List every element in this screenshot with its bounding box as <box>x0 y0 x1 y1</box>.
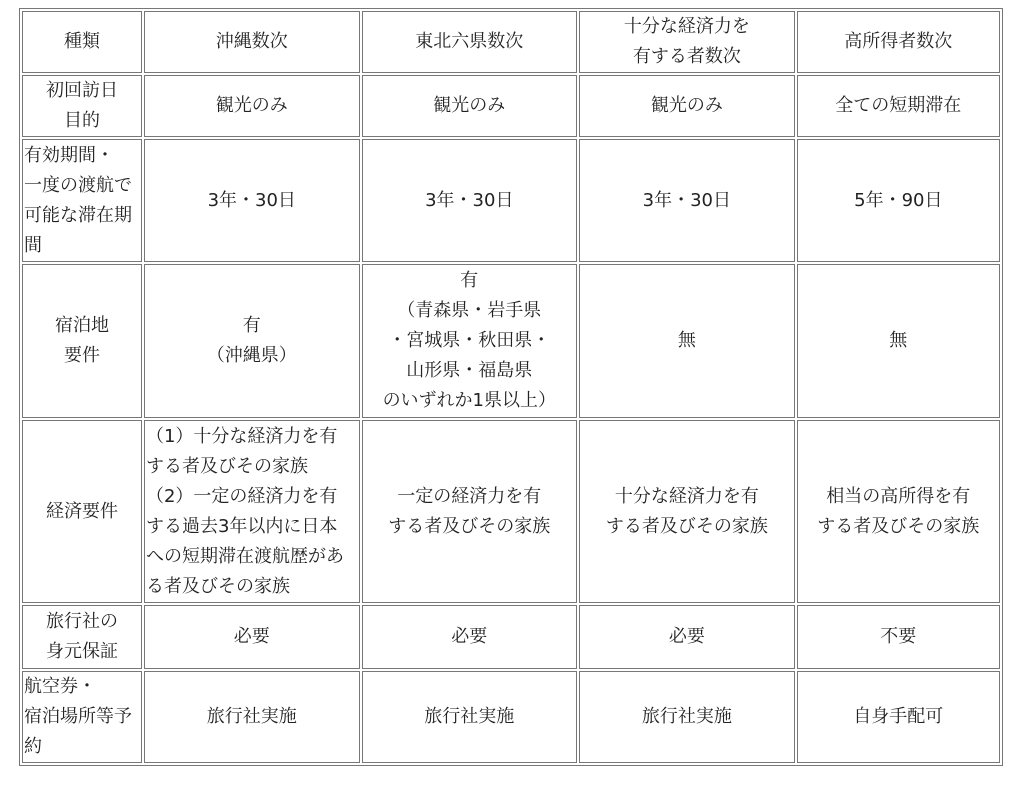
cell-guarantee-high-income: 不要 <box>797 605 1000 669</box>
table-row-validity <box>22 139 1000 262</box>
cell-economic-sufficient-means: 十分な経済力を有 する者及びその家族 <box>579 420 795 603</box>
cell-purpose-tohoku: 観光のみ <box>362 75 578 137</box>
row-label-booking: 航空券・ 宿泊場所等予 約 <box>22 671 142 763</box>
header-cell-type: 種類 <box>22 11 142 73</box>
cell-validity-high-income: 5年・90日 <box>797 139 1000 262</box>
table-header-row <box>22 11 1000 73</box>
cell-accommodation-tohoku: 有 （青森県・岩手県 ・宮城県・秋田県・ 山形県・福島県 のいずれか1県以上） <box>362 264 578 418</box>
row-label-validity: 有効期間・ 一度の渡航で 可能な滞在期 間 <box>22 139 142 262</box>
cell-guarantee-sufficient-means: 必要 <box>579 605 795 669</box>
cell-purpose-okinawa: 観光のみ <box>144 75 360 137</box>
cell-economic-high-income: 相当の高所得を有 する者及びその家族 <box>797 420 1000 603</box>
table-row-purpose <box>22 75 1000 137</box>
cell-booking-tohoku: 旅行社実施 <box>362 671 578 763</box>
header-cell-sufficient-means: 十分な経済力を 有する者数次 <box>579 11 795 73</box>
row-label-accommodation: 宿泊地 要件 <box>22 264 142 418</box>
row-label-purpose: 初回訪日 目的 <box>22 75 142 137</box>
row-label-guarantee: 旅行社の 身元保証 <box>22 605 142 669</box>
cell-validity-tohoku: 3年・30日 <box>362 139 578 262</box>
cell-validity-sufficient-means: 3年・30日 <box>579 139 795 262</box>
cell-economic-okinawa: （1）十分な経済力を有 する者及びその家族 （2）一定の経済力を有 する過去3年以内に日本 への短期滞在渡航歴があ る者及びその家族 <box>144 420 360 603</box>
visa-comparison-table-wrapper <box>19 8 1003 766</box>
cell-booking-sufficient-means: 旅行社実施 <box>579 671 795 763</box>
cell-guarantee-tohoku: 必要 <box>362 605 578 669</box>
visa-comparison-table <box>19 8 1003 766</box>
cell-economic-tohoku: 一定の経済力を有 する者及びその家族 <box>362 420 578 603</box>
cell-accommodation-okinawa: 有 （沖縄県） <box>144 264 360 418</box>
table-row-guarantee <box>22 605 1000 669</box>
cell-accommodation-high-income: 無 <box>797 264 1000 418</box>
cell-booking-okinawa: 旅行社実施 <box>144 671 360 763</box>
cell-accommodation-sufficient-means: 無 <box>579 264 795 418</box>
cell-purpose-high-income: 全ての短期滞在 <box>797 75 1000 137</box>
cell-booking-high-income: 自身手配可 <box>797 671 1000 763</box>
cell-guarantee-okinawa: 必要 <box>144 605 360 669</box>
table-row-accommodation <box>22 264 1000 418</box>
header-cell-okinawa: 沖縄数次 <box>144 11 360 73</box>
header-cell-tohoku: 東北六県数次 <box>362 11 578 73</box>
header-cell-high-income: 高所得者数次 <box>797 11 1000 73</box>
cell-purpose-sufficient-means: 観光のみ <box>579 75 795 137</box>
table-row-booking <box>22 671 1000 763</box>
table-row-economic <box>22 420 1000 603</box>
row-label-economic: 経済要件 <box>22 420 142 603</box>
cell-validity-okinawa: 3年・30日 <box>144 139 360 262</box>
